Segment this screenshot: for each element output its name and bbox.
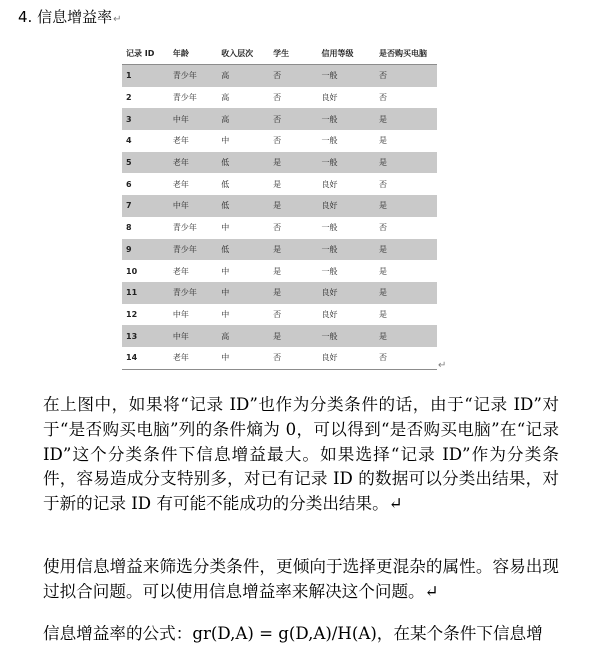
table-cell: 青少年 (172, 93, 197, 103)
table-cell: 一般 (321, 266, 338, 276)
table-row (122, 282, 437, 304)
body-paragraph: 信息增益率的公式：gr(D,A) = g(D,A)/H(A)，在某个条件下信息增 (43, 624, 543, 643)
table-cell: 是 (375, 239, 437, 261)
table-cell: 11 (122, 282, 169, 304)
table-row (122, 130, 437, 152)
table-cell: 良好 (318, 282, 375, 304)
table-cell: 是 (273, 179, 282, 189)
table-cell: 良好 (318, 347, 375, 369)
paragraph-mark: ↵ (113, 14, 122, 25)
table-cell: 是 (378, 266, 387, 276)
table-cell: 一般 (321, 136, 338, 146)
table-cell: 2 (126, 93, 132, 103)
table-cell: 是 (375, 152, 437, 174)
body-paragraph: 在上图中，如果将“记录 ID”也作为分类条件的话，由于“记录 ID”对于“是否购买电脑”列的条件熵为 0，可以得到“是否购买电脑”在“记录 ID”这个分类条件下信息增益最大。如果选择“记录 ID”作为分类条件，容易造成分支特别多，对已有记录 ID 的数据可以分类出结果，对于新的记录 ID 有可能不能成功的分类出结果。↵ (43, 395, 559, 514)
table-cell: 3 (122, 108, 169, 130)
table-row (122, 173, 437, 195)
table-cell: 中 (217, 347, 269, 369)
table-row (122, 325, 437, 347)
body-paragraph: 使用信息增益来筛选分类条件，更倾向于选择更混杂的属性。容易出现过拟合问题。可以使用信息增益率来解决这个问题。↵ (43, 557, 559, 601)
table-cell: 否 (378, 179, 387, 189)
purchase-data-table (122, 42, 437, 370)
table-cell: 中年 (172, 309, 189, 319)
table-cell: 否 (269, 108, 317, 130)
table-row (122, 304, 437, 326)
table-cell: 中 (221, 136, 230, 146)
table-cell: 老年 (172, 136, 189, 146)
column-header: 学生 (269, 42, 317, 65)
table-cell: 低 (217, 239, 269, 261)
table-cell: 老年 (172, 179, 189, 189)
table-row (122, 260, 437, 282)
table-cell: 14 (122, 347, 169, 369)
table-cell: 中 (217, 282, 269, 304)
table-cell: 中 (221, 223, 230, 233)
table-cell: 否 (273, 136, 282, 146)
table-cell: 中 (221, 309, 230, 319)
table-cell: 否 (273, 93, 282, 103)
table-cell: 一般 (318, 65, 375, 87)
section-heading (18, 6, 122, 31)
column-header: 是否购买电脑 (375, 42, 437, 65)
table-cell: 青少年 (172, 223, 197, 233)
column-header: 年龄 (169, 42, 217, 65)
table-cell: 良好 (318, 195, 375, 217)
table-cell: 低 (221, 179, 230, 189)
table-cell: 12 (126, 309, 138, 319)
table-cell: 低 (217, 195, 269, 217)
section-number: 4. (18, 8, 33, 26)
table-cell: 青少年 (169, 239, 217, 261)
table-cell: 否 (273, 309, 282, 319)
table-cell: 一般 (318, 239, 375, 261)
table-cell: 高 (217, 108, 269, 130)
table-cell: 中年 (169, 108, 217, 130)
table-cell: 10 (126, 266, 138, 276)
table-cell: 13 (122, 325, 169, 347)
table-cell: 是 (269, 152, 317, 174)
table-row (122, 108, 437, 130)
table-cell: 一般 (318, 325, 375, 347)
table-cell: 老年 (169, 347, 217, 369)
table-cell: 青少年 (169, 282, 217, 304)
table-cell: 低 (217, 152, 269, 174)
table-cell: 否 (269, 65, 317, 87)
table-row (122, 152, 437, 174)
table-cell: 一般 (318, 108, 375, 130)
table-cell: 老年 (169, 152, 217, 174)
table-cell: 青少年 (169, 65, 217, 87)
table-cell: 高 (217, 325, 269, 347)
table-cell: 否 (269, 347, 317, 369)
table-cell: 是 (378, 309, 387, 319)
table-cell: 是 (375, 195, 437, 217)
table-cell: 是 (378, 136, 387, 146)
table-cell: 7 (122, 195, 169, 217)
table-cell: 中 (221, 266, 230, 276)
table-cell: 5 (122, 152, 169, 174)
table-cell: 1 (122, 65, 169, 87)
table-row (122, 195, 437, 217)
table-cell: 是 (375, 108, 437, 130)
table-cell: 良好 (321, 309, 338, 319)
table-cell: 6 (126, 179, 132, 189)
table-row (122, 347, 437, 369)
table-cell: 良好 (321, 179, 338, 189)
column-header: 收入层次 (217, 42, 269, 65)
table-cell: 一般 (321, 223, 338, 233)
table-row (122, 217, 437, 239)
table-header-row (122, 42, 437, 65)
table-cell: 是 (269, 195, 317, 217)
table-cell: 中年 (169, 325, 217, 347)
table-cell: 中年 (169, 195, 217, 217)
table-cell: 否 (378, 223, 387, 233)
data-table-figure (122, 42, 437, 370)
table-cell: 良好 (321, 93, 338, 103)
table-cell: 老年 (172, 266, 189, 276)
table-cell: 是 (269, 239, 317, 261)
table-cell: 高 (221, 93, 230, 103)
table-row (122, 65, 437, 87)
table-cell: 是 (269, 325, 317, 347)
table-cell: 高 (217, 65, 269, 87)
table-cell: 8 (126, 223, 132, 233)
table-cell: 是 (273, 266, 282, 276)
table-cell: 是 (375, 325, 437, 347)
table-cell: 否 (378, 93, 387, 103)
section-title: 信息增益率 (37, 8, 113, 26)
paragraph-mark: ↵ (438, 360, 447, 371)
column-header: 信用等级 (318, 42, 375, 65)
table-cell: 一般 (318, 152, 375, 174)
table-cell: 否 (273, 223, 282, 233)
table-cell: 否 (375, 65, 437, 87)
table-cell: 是 (375, 282, 437, 304)
column-header: 记录 ID (122, 42, 169, 65)
table-cell: 9 (122, 239, 169, 261)
table-cell: 否 (375, 347, 437, 369)
table-row (122, 239, 437, 261)
table-cell: 4 (126, 136, 132, 146)
table-cell: 是 (269, 282, 317, 304)
table-row (122, 87, 437, 109)
